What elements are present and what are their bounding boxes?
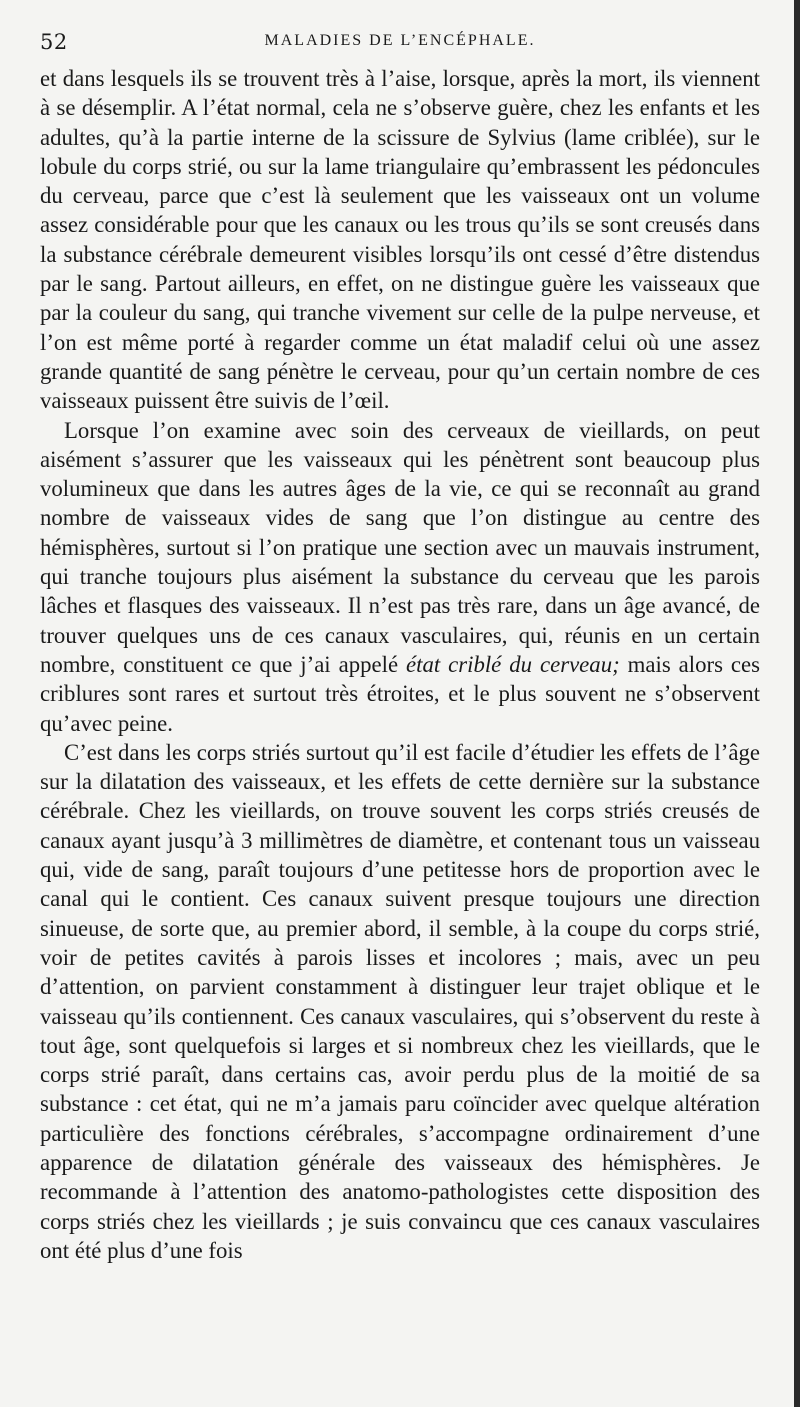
paragraph-2 <box>40 416 760 738</box>
body-text <box>40 64 760 1265</box>
paragraph-2-text-b: mais alors ces criblures sont rares et surtout très étroites, et le plus souvent ne s’observent qu’avec peine. <box>40 651 760 736</box>
paragraph-2-text-a: Lorsque l’on examine avec soin des cerveaux de vieillards, on peut aisément s’assurer que les vaisseaux qui les pénètrent sont beaucoup plus volumineux que dans les autres âges de la vie, ce qui se reconnaît au grand nombre de vaisseaux vides de sang que l’on distingue au centre des hémisphères, surtout si l’on pratique une section avec un mauvais instrument, qui tranche toujours plus aisément la substance du cerveau que les parois lâches et flasques des vaisseaux. Il n’est pas très rare, dans un âge avancé, de trouver quelques uns de ces canaux vasculaires, qui, réunis en un certain nombre, constituent ce que j’ai appelé <box>40 417 760 677</box>
page-number: 52 <box>40 30 68 54</box>
paragraph-3: C’est dans les corps striés surtout qu’il est facile d’étudier les effets de l’âge sur la dilatation des vaisseaux, et les effets de cette dernière sur la substance cérébrale. Chez les vieillards, on trouve souvent les corps striés creusés de canaux ayant jusqu’à 3 millimètres de diamètre, et contenant tous un vaisseau qui, vide de sang, paraît toujours d’une petitesse hors de proportion avec le canal qui le contient. Ces canaux suivent presque toujours une direction sinueuse, de sorte que, au premier abord, il semble, à la coupe du corps strié, voir de petites cavités à parois lisses et incolores ; mais, avec un peu d’attention, on parvient constamment à distinguer leur trajet oblique et le vaisseau qu’ils contiennent. Ces canaux vasculaires, qui s’observent du reste à tout âge, sont quelquefois si larges et si nombreux chez les vieillards, que le corps strié paraît, dans certains cas, avoir perdu plus de la moitié de sa substance : cet état, qui ne m’a jamais paru coïncider avec quelque altération particulière des fonctions cérébrales, s’accompagne ordinairement d’une apparence de dilatation générale des vaisseaux des hémisphères. Je recommande à l’attention des anatomo-pathologistes cette disposition des corps striés chez les vieillards ; je suis convaincu que ces canaux vasculaires ont été plus d’une fois <box>40 739 760 1263</box>
running-head <box>40 22 760 56</box>
running-title: MALADIES DE L’ENCÉPHALE. <box>264 32 536 49</box>
paragraph-1: et dans lesquels ils se trouvent très à l’aise, lorsque, après la mort, ils viennent à se désemplir. A l’état normal, cela ne s’observe guère, chez les enfants et les adultes, qu’à la partie interne de la scissure de Sylvius (lame criblée), sur le lobule du corps strié, ou sur la lame triangulaire qu’embrassent les pédoncules du cerveau, parce que c’est là seulement que les vaisseaux ont un volume assez considérable pour que les canaux ou les trous qu’ils se sont creusés dans la substance cérébrale demeurent visibles lorsqu’ils ont cessé d’être distendus par le sang. Partout ailleurs, en effet, on ne distingue guère les vaisseaux que par la couleur du sang, qui tranche vivement sur celle de la pulpe nerveuse, et l’on est même porté à regarder comme un état maladif celui où une assez grande quantité de sang pénètre le cerveau, pour qu’un certain nombre de ces vaisseaux puissent être suivis de l’œil. <box>40 66 760 414</box>
paragraph-2-italic-term: état criblé du cerveau; <box>406 651 620 677</box>
